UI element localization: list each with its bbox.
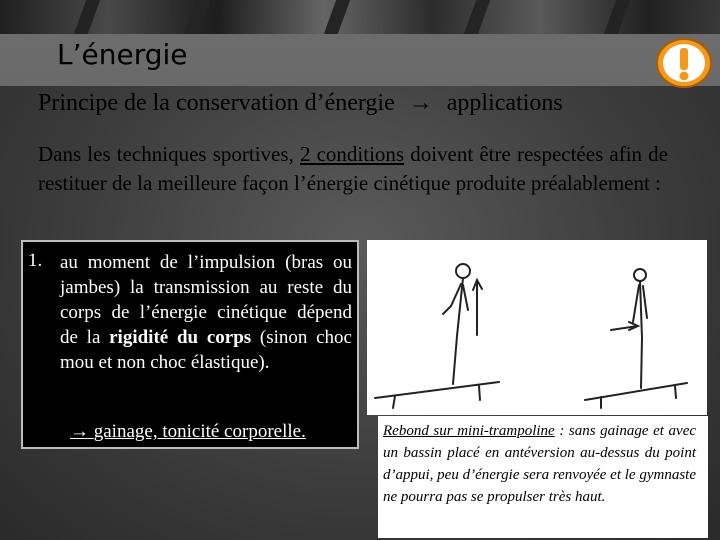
subtitle-left: Principe de la conservation d’énergie: [38, 90, 395, 116]
decorative-header-strip: [0, 0, 720, 34]
gainage-line: [70, 421, 306, 443]
intro-paragraph: [38, 140, 668, 198]
intro-after: doivent être respectées afin de restituer de la meilleure façon l’énergie cinétique produite préalablement :: [38, 142, 668, 195]
caption-body: : sans gainage et avec un bassin placé en antéversion au-dessus du point d’appui, peu d’énergie sera renvoyée et le gymnaste ne pourra pas se propulser très haut.: [383, 423, 697, 505]
slide-title: L’énergie: [57, 38, 188, 71]
item-text-2: (sinon choc mou et non choc élastique).: [60, 327, 352, 373]
slide-subtitle: [38, 90, 563, 117]
gainage-text: gainage, tonicité corporelle.: [93, 421, 306, 442]
trampoline-figure: [367, 240, 707, 415]
exclamation-icon: [655, 37, 713, 89]
item-bold: rigidité du corps: [109, 327, 252, 348]
subtitle-right: applications: [446, 90, 563, 116]
caption-title: Rebond sur mini-trampoline: [383, 423, 555, 439]
intro-before: Dans les techniques sportives,: [38, 142, 294, 166]
arrow-right-icon: →: [408, 90, 433, 116]
arrow-right-icon: →: [70, 421, 89, 442]
item-text-1: au moment de l’impulsion (bras ou jambes) la transmission au reste du corps de l’énergie cinétique dépend de la: [60, 252, 352, 348]
condition-item-text: [60, 250, 352, 375]
figure-caption: [383, 420, 696, 508]
list-number: 1.: [28, 250, 43, 271]
intro-conditions: 2 conditions: [299, 142, 405, 166]
